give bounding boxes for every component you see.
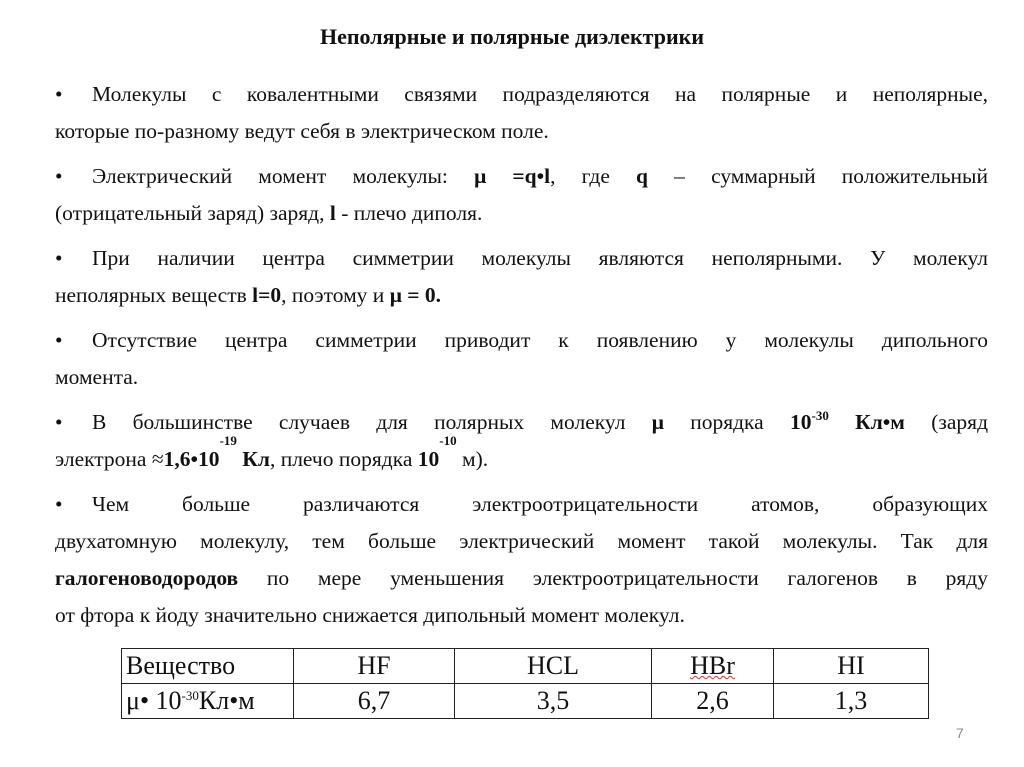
bullet-line — [55, 322, 988, 359]
bullet-line — [55, 433, 988, 478]
text-segment: Электрический момент молекулы: — [92, 164, 475, 188]
text-segment: от фтора к йоду значительно снижается дипольный момент молекул. — [55, 603, 685, 627]
bullet-line — [55, 486, 988, 523]
row-label-cell — [122, 684, 294, 719]
bold-text: Кл•м — [855, 410, 905, 434]
bold-text: l — [329, 201, 336, 225]
text-segment: Отсутствие центра симметрии приводит к появлению у молекулы дипольного — [92, 328, 988, 352]
superscript-text: -30 — [811, 408, 829, 423]
text-segment: двухатомную молекулу, тем больше электрический момент такой молекулы. Так для — [55, 529, 988, 553]
table-cell: 2,6 — [652, 684, 774, 719]
table-cell: 3,5 — [455, 684, 652, 719]
bullet-line — [55, 113, 988, 150]
text-segment: – суммарный положительный — [648, 164, 988, 188]
text-segment: электрона ≈ — [55, 447, 164, 471]
bullet-line — [55, 158, 988, 195]
text-segment: м). — [456, 447, 489, 471]
table-cell: 6,7 — [294, 684, 455, 719]
bullet-item — [55, 404, 988, 478]
text-segment: Чем больше различаются электроотрицательности атомов, образующих — [92, 492, 988, 516]
text-segment: , где — [550, 164, 637, 188]
text-segment: При наличии центра симметрии молекулы являются неполярными. У молекул — [92, 246, 988, 270]
table-row — [122, 684, 929, 719]
row-label-exponent: -30 — [181, 688, 199, 703]
bold-text: l=0 — [252, 283, 282, 307]
slide-title: Неполярные и полярные диэлектрики — [319, 24, 705, 49]
bullet-marker: • — [55, 164, 63, 188]
bullet-line — [55, 560, 988, 597]
dipole-moment-table — [121, 648, 929, 719]
row-label-prefix: μ• 10 — [126, 686, 182, 715]
bold-text: μ =q•l — [474, 164, 551, 188]
bullet-marker: • — [55, 410, 63, 434]
bullet-line — [55, 359, 988, 396]
text-segment: - плечо диполя. — [335, 201, 483, 225]
table-cell: 1,3 — [774, 684, 929, 719]
table-header-row — [122, 649, 929, 684]
text-segment: В большинстве случаев для полярных молекул — [92, 410, 652, 434]
bullet-line — [55, 597, 988, 634]
bold-text: 10 — [417, 447, 440, 471]
text-segment: (заряд — [904, 410, 989, 434]
superscript-text: -10 — [439, 433, 457, 448]
spellcheck-underlined-text: HBr — [690, 651, 735, 680]
table-header-cell: HF — [294, 649, 455, 684]
table-header-cell: HCL — [455, 649, 652, 684]
text-segment: неполярных веществ — [55, 283, 253, 307]
bullet-line — [55, 195, 988, 232]
bullet-item — [55, 240, 988, 314]
text-segment: Молекулы с ковалентными связями подразделяются на полярные и неполярные, — [92, 82, 988, 106]
bold-text: μ — [651, 410, 664, 434]
row-label-unit: Кл•м — [198, 686, 255, 715]
bold-text: 10 — [790, 410, 812, 434]
text-segment: момента. — [55, 365, 139, 389]
text-segment: порядка — [663, 410, 790, 434]
text-segment: (отрицательный заряд) заряд, — [55, 201, 330, 225]
text-segment — [829, 410, 855, 434]
bullet-item — [55, 158, 988, 232]
text-segment: , поэтому и — [281, 283, 390, 307]
text-segment: , плечо порядка — [269, 447, 418, 471]
bullet-marker: • — [55, 492, 63, 516]
bullet-item — [55, 76, 988, 150]
bold-text: μ = 0. — [389, 283, 442, 307]
bullet-list — [55, 76, 988, 642]
superscript-text: -19 — [219, 433, 237, 448]
page-number: 7 — [956, 725, 964, 741]
table-header-cell: HI — [774, 649, 929, 684]
bullet-marker: • — [55, 246, 63, 270]
bold-text: q — [636, 164, 649, 188]
bullet-item — [55, 322, 988, 396]
text-segment: которые по-разному ведут себя в электрическом поле. — [55, 119, 549, 143]
bullet-line — [55, 240, 988, 277]
bold-text: 1,6•10 — [163, 447, 220, 471]
bullet-marker: • — [55, 328, 63, 352]
bullet-line — [55, 76, 988, 113]
text-segment: по мере уменьшения электроотрицательности галогенов в ряду — [238, 566, 988, 590]
bullet-line — [55, 404, 988, 441]
bold-text: галогеноводородов — [55, 566, 239, 590]
bullet-marker: • — [55, 82, 63, 106]
bullet-line — [55, 523, 988, 560]
bullet-line — [55, 277, 988, 314]
table-header-cell: Вещество — [122, 649, 294, 684]
table-header-cell — [652, 649, 774, 684]
bullet-item — [55, 486, 988, 634]
bold-text: Кл — [236, 447, 270, 471]
